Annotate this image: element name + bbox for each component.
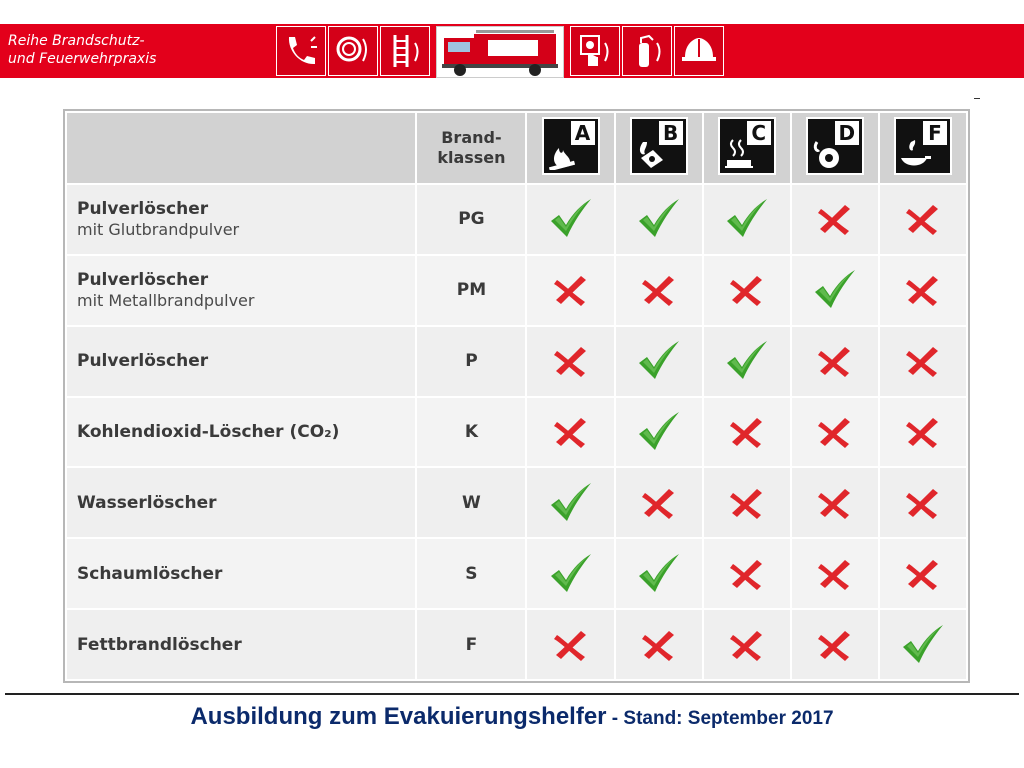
fire-extinguisher-icon xyxy=(622,26,672,76)
fire-classes-label xyxy=(417,128,525,168)
extinguisher-name-cell xyxy=(66,397,416,468)
class-a-header xyxy=(526,112,614,184)
extinguisher-name-cell xyxy=(66,255,416,326)
table-header-row xyxy=(66,112,967,184)
suitability-cell-f xyxy=(879,467,967,538)
suitability-cell-c xyxy=(703,184,791,255)
check-mark-icon xyxy=(723,197,771,241)
extinguisher-name: Kohlendioxid-Löscher (CO₂) xyxy=(77,421,340,442)
solid-fuel-fire-icon xyxy=(547,136,579,170)
suitability-cell-a xyxy=(526,326,614,397)
extinguisher-name-cell xyxy=(66,184,416,255)
extinguisher-agent: mit Metallbrandpulver xyxy=(77,291,255,311)
suitability-cell-f xyxy=(879,397,967,468)
suitability-cell-f xyxy=(879,255,967,326)
table-row xyxy=(66,467,967,538)
class-c-letter: C xyxy=(747,121,771,145)
cross-mark-icon xyxy=(727,556,767,592)
check-mark-icon xyxy=(811,268,859,312)
cross-mark-icon xyxy=(551,343,591,379)
extinguisher-name-cell xyxy=(66,326,416,397)
cross-mark-icon xyxy=(903,414,943,450)
footer-title: Ausbildung zum Evakuierungshelfer xyxy=(190,703,607,730)
cross-mark-icon xyxy=(551,414,591,450)
cross-mark-icon xyxy=(815,343,855,379)
extinguisher-code: PM xyxy=(416,255,526,326)
fire-classes-label-line1: Brand- xyxy=(441,128,502,147)
cross-mark-icon xyxy=(815,414,855,450)
suitability-cell-b xyxy=(615,609,703,680)
metal-fire-icon xyxy=(811,136,843,170)
class-b-letter: B xyxy=(659,121,683,145)
gas-fire-icon xyxy=(723,136,755,170)
class-d-pictogram xyxy=(806,117,864,175)
extinguisher-agent: mit Glutbrandpulver xyxy=(77,220,240,240)
cross-mark-icon xyxy=(815,201,855,237)
suitability-cell-c xyxy=(703,538,791,609)
cross-mark-icon xyxy=(727,485,767,521)
extinguisher-code: W xyxy=(416,467,526,538)
suitability-cell-b xyxy=(615,467,703,538)
series-title-line1: Reihe Brandschutz- xyxy=(8,33,145,49)
suitability-cell-c xyxy=(703,255,791,326)
suitability-cell-a xyxy=(526,397,614,468)
check-mark-icon xyxy=(635,339,683,383)
footer-rule xyxy=(5,693,1019,695)
class-b-header xyxy=(615,112,703,184)
cross-mark-icon xyxy=(639,627,679,663)
fire-alarm-button-icon xyxy=(570,26,620,76)
table-row xyxy=(66,538,967,609)
check-mark-icon xyxy=(547,197,595,241)
class-d-header xyxy=(791,112,879,184)
suitability-cell-c xyxy=(703,467,791,538)
extinguisher-name: Pulverlöscher xyxy=(77,199,209,220)
suitability-cell-d xyxy=(791,326,879,397)
header-blank-cell xyxy=(66,112,416,184)
suitability-cell-b xyxy=(615,397,703,468)
footer xyxy=(0,703,1024,731)
class-f-header xyxy=(879,112,967,184)
table-row xyxy=(66,255,967,326)
suitability-cell-f xyxy=(879,184,967,255)
class-a-pictogram xyxy=(542,117,600,175)
cross-mark-icon xyxy=(551,272,591,308)
cross-mark-icon xyxy=(815,485,855,521)
header-banner xyxy=(0,24,1024,78)
check-mark-icon xyxy=(723,339,771,383)
suitability-cell-a xyxy=(526,184,614,255)
extinguisher-name: Schaumlöscher xyxy=(77,563,223,584)
extinguisher-name-cell xyxy=(66,538,416,609)
suitability-cell-d xyxy=(791,184,879,255)
fire-truck-icon xyxy=(436,26,564,78)
suitability-cell-f xyxy=(879,609,967,680)
table-row xyxy=(66,609,967,680)
suitability-cell-c xyxy=(703,609,791,680)
liquid-fire-icon xyxy=(635,136,667,170)
cross-mark-icon xyxy=(551,627,591,663)
cross-mark-icon xyxy=(727,272,767,308)
cross-mark-icon xyxy=(903,272,943,308)
fire-classes-label-line2: klassen xyxy=(437,148,506,167)
class-c-header xyxy=(703,112,791,184)
class-c-pictogram xyxy=(718,117,776,175)
cross-mark-icon xyxy=(903,343,943,379)
table-row xyxy=(66,326,967,397)
footer-date: - Stand: September 2017 xyxy=(606,708,834,729)
check-mark-icon xyxy=(899,623,947,667)
fire-safety-icon-strip xyxy=(276,26,724,76)
class-f-pictogram xyxy=(894,117,952,175)
suitability-cell-a xyxy=(526,255,614,326)
extinguisher-code: K xyxy=(416,397,526,468)
extinguisher-fire-class-table xyxy=(65,111,968,681)
cross-mark-icon xyxy=(903,485,943,521)
suitability-cell-a xyxy=(526,467,614,538)
cross-mark-icon xyxy=(727,627,767,663)
check-mark-icon xyxy=(635,552,683,596)
suitability-cell-b xyxy=(615,184,703,255)
suitability-cell-b xyxy=(615,326,703,397)
suitability-cell-d xyxy=(791,538,879,609)
check-mark-icon xyxy=(547,481,595,525)
suitability-cell-c xyxy=(703,397,791,468)
cross-mark-icon xyxy=(639,272,679,308)
suitability-cell-a xyxy=(526,538,614,609)
ladder-icon xyxy=(380,26,430,76)
class-b-pictogram xyxy=(630,117,688,175)
extinguisher-code: P xyxy=(416,326,526,397)
firefighter-helmet-icon xyxy=(674,26,724,76)
cooking-oil-fire-icon xyxy=(899,136,931,170)
extinguisher-name: Fettbrandlöscher xyxy=(77,634,242,655)
series-title-line2: und Feuerwehrpraxis xyxy=(8,51,157,67)
table-row xyxy=(66,184,967,255)
class-a-letter: A xyxy=(571,121,595,145)
cross-mark-icon xyxy=(815,556,855,592)
suitability-cell-d xyxy=(791,255,879,326)
extinguisher-name-cell xyxy=(66,609,416,680)
check-mark-icon xyxy=(635,410,683,454)
table-body xyxy=(66,184,967,680)
dash-mark xyxy=(974,98,980,99)
extinguisher-name-cell xyxy=(66,467,416,538)
cross-mark-icon xyxy=(639,485,679,521)
suitability-cell-d xyxy=(791,467,879,538)
cross-mark-icon xyxy=(903,556,943,592)
suitability-cell-b xyxy=(615,255,703,326)
suitability-cell-f xyxy=(879,538,967,609)
suitability-cell-b xyxy=(615,538,703,609)
extinguisher-name: Pulverlöscher xyxy=(77,270,209,291)
check-mark-icon xyxy=(635,197,683,241)
extinguisher-code: S xyxy=(416,538,526,609)
check-mark-icon xyxy=(547,552,595,596)
suitability-cell-d xyxy=(791,609,879,680)
telephone-icon xyxy=(276,26,326,76)
suitability-cell-a xyxy=(526,609,614,680)
extinguisher-code: F xyxy=(416,609,526,680)
suitability-cell-f xyxy=(879,326,967,397)
fire-hose-icon xyxy=(328,26,378,76)
cross-mark-icon xyxy=(903,201,943,237)
suitability-cell-c xyxy=(703,326,791,397)
series-title xyxy=(8,32,156,68)
extinguisher-name: Wasserlöscher xyxy=(77,492,217,513)
extinguisher-code: PG xyxy=(416,184,526,255)
header-fire-classes-cell xyxy=(416,112,526,184)
table-row xyxy=(66,397,967,468)
class-d-letter: D xyxy=(835,121,859,145)
cross-mark-icon xyxy=(815,627,855,663)
cross-mark-icon xyxy=(727,414,767,450)
extinguisher-name: Pulverlöscher xyxy=(77,351,209,372)
suitability-cell-d xyxy=(791,397,879,468)
class-f-letter: F xyxy=(923,121,947,145)
